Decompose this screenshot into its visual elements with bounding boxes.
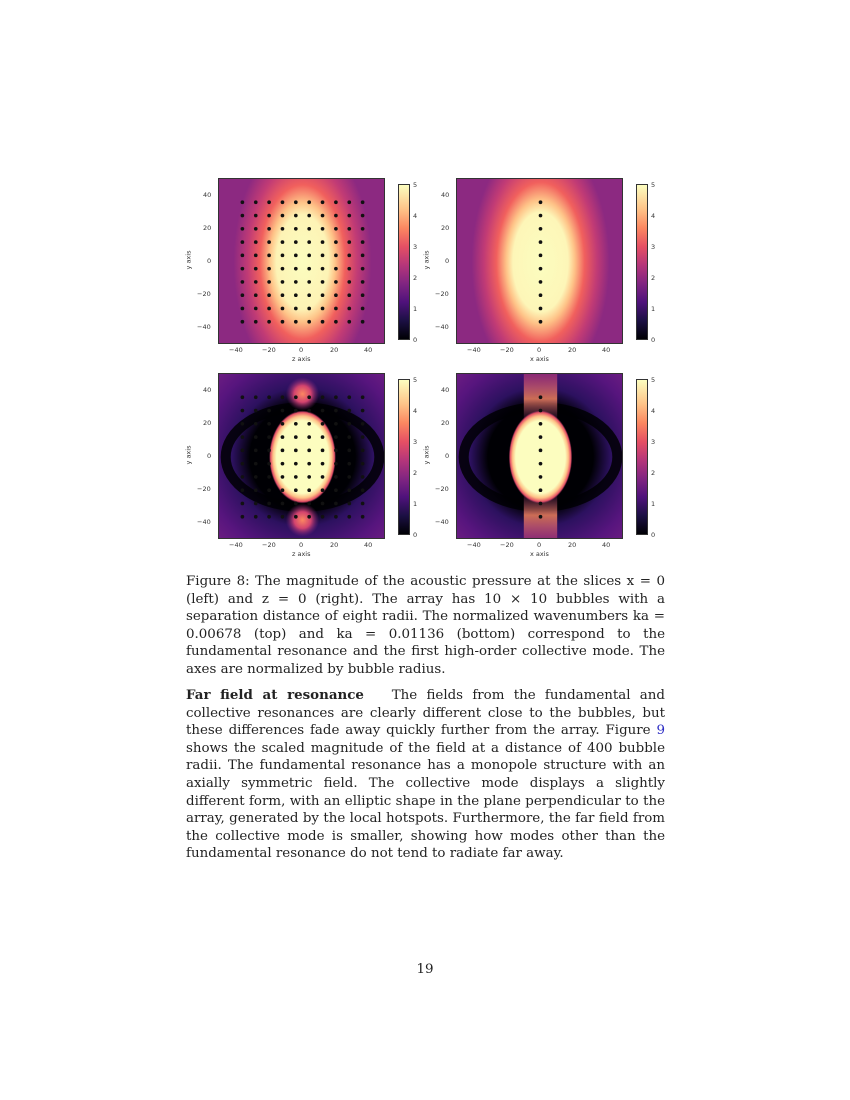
xtick: 40 xyxy=(602,541,611,549)
xtick: 20 xyxy=(568,541,577,549)
xtick: 40 xyxy=(602,346,611,354)
heatmap-top-right xyxy=(456,178,623,344)
cbar-tick: 4 xyxy=(413,407,418,415)
figure-caption xyxy=(186,573,665,679)
cbar-tick: 1 xyxy=(651,500,656,508)
cbar-tick: 5 xyxy=(651,181,656,189)
xtick: 0 xyxy=(537,346,542,354)
ytick: 40 xyxy=(203,191,212,199)
xtick: 20 xyxy=(568,346,577,354)
colorbar xyxy=(636,184,648,340)
cbar-tick: 3 xyxy=(413,438,418,446)
y-axis-label: y axis xyxy=(184,250,193,270)
cbar-tick: 4 xyxy=(651,407,656,415)
paragraph-heading: Far field at resonance xyxy=(186,687,364,703)
ytick: 40 xyxy=(441,191,450,199)
xtick: 40 xyxy=(364,541,373,549)
xtick: 20 xyxy=(330,541,339,549)
cbar-tick: 3 xyxy=(413,243,418,251)
cbar-tick: 2 xyxy=(651,274,656,282)
page-number: 19 xyxy=(416,962,434,977)
xtick: 0 xyxy=(299,541,304,549)
figure-8 xyxy=(185,170,665,570)
cbar-tick: 3 xyxy=(651,243,656,251)
paragraph-far-field xyxy=(186,687,665,863)
heatmap-bottom-left xyxy=(218,373,385,539)
xtick: −20 xyxy=(262,346,276,354)
cbar-tick: 1 xyxy=(413,500,418,508)
paragraph-text: The fields from the fundamental and collective resonances are clearly different close to the bubbles, but these differences fade away quickly further from the array. Figure xyxy=(186,688,665,739)
ytick: 20 xyxy=(203,419,212,427)
ytick: 0 xyxy=(207,452,212,460)
x-axis-label: z axis xyxy=(292,355,311,363)
ytick: 40 xyxy=(441,386,450,394)
ytick: −40 xyxy=(435,323,449,331)
cbar-tick: 2 xyxy=(651,469,656,477)
ytick: −20 xyxy=(435,485,449,493)
xtick: 20 xyxy=(330,346,339,354)
ytick: 40 xyxy=(203,386,212,394)
xtick: −20 xyxy=(500,541,514,549)
y-axis-label: y axis xyxy=(422,445,431,465)
ytick: −40 xyxy=(435,518,449,526)
ytick: 0 xyxy=(207,257,212,265)
xtick: 0 xyxy=(299,346,304,354)
ytick: −40 xyxy=(197,323,211,331)
heatmap-top-left xyxy=(218,178,385,344)
cbar-tick: 0 xyxy=(413,531,418,539)
ytick: 20 xyxy=(441,419,450,427)
xtick: −40 xyxy=(229,541,243,549)
x-axis-label: x axis xyxy=(530,355,549,363)
figure-9-link[interactable]: 9 xyxy=(656,723,665,739)
panel-bottom-right xyxy=(423,365,663,560)
heatmap-bottom-right xyxy=(456,373,623,539)
ytick: 20 xyxy=(441,224,450,232)
paragraph-text-cont: shows the scaled magnitude of the field at a distance of 400 bubble radii. The fundamental resonance has a monopole structure with an axially symmetric field. The collective mode displays a slightly different form, with an elliptic shape in the plane perpendicular to the array, generated by the local hotspots. Furthermore, the far field from the collective mode is smaller, showing how modes other than the fundamental resonance do not tend to radiate far away. xyxy=(186,740,665,862)
cbar-tick: 4 xyxy=(651,212,656,220)
panel-bottom-left xyxy=(185,365,425,560)
xtick: −20 xyxy=(262,541,276,549)
ytick: −20 xyxy=(197,485,211,493)
colorbar xyxy=(636,379,648,535)
xtick: −40 xyxy=(229,346,243,354)
caption-label: Figure 8: xyxy=(186,574,250,589)
cbar-tick: 4 xyxy=(413,212,418,220)
cbar-tick: 5 xyxy=(413,376,418,384)
colorbar xyxy=(398,184,410,340)
cbar-tick: 5 xyxy=(651,376,656,384)
caption-text: The magnitude of the acoustic pressure at the slices x = 0 (left) and z = 0 (right). The array has 10 × 10 bubbles with a separation distance of eight radii. The normalized wavenumbers ka = 0.00678 (top) and ka = 0.01136 (bottom) correspond to the fundamental resonance and the first high-order collective mode. The axes are normalized by bubble radius. xyxy=(186,574,665,677)
cbar-tick: 0 xyxy=(413,336,418,344)
panel-top-left xyxy=(185,170,425,365)
cbar-tick: 3 xyxy=(651,438,656,446)
x-axis-label: z axis xyxy=(292,550,311,558)
ytick: −40 xyxy=(197,518,211,526)
cbar-tick: 2 xyxy=(413,274,418,282)
xtick: −40 xyxy=(467,541,481,549)
ytick: 0 xyxy=(445,257,450,265)
colorbar xyxy=(398,379,410,535)
y-axis-label: y axis xyxy=(422,250,431,270)
panel-top-right xyxy=(423,170,663,365)
ytick: −20 xyxy=(197,290,211,298)
xtick: 40 xyxy=(364,346,373,354)
ytick: 20 xyxy=(203,224,212,232)
xtick: −40 xyxy=(467,346,481,354)
ytick: 0 xyxy=(445,452,450,460)
xtick: −20 xyxy=(500,346,514,354)
y-axis-label: y axis xyxy=(184,445,193,465)
cbar-tick: 1 xyxy=(651,305,656,313)
xtick: 0 xyxy=(537,541,542,549)
cbar-tick: 0 xyxy=(651,336,656,344)
cbar-tick: 5 xyxy=(413,181,418,189)
cbar-tick: 1 xyxy=(413,305,418,313)
ytick: −20 xyxy=(435,290,449,298)
x-axis-label: x axis xyxy=(530,550,549,558)
cbar-tick: 0 xyxy=(651,531,656,539)
cbar-tick: 2 xyxy=(413,469,418,477)
